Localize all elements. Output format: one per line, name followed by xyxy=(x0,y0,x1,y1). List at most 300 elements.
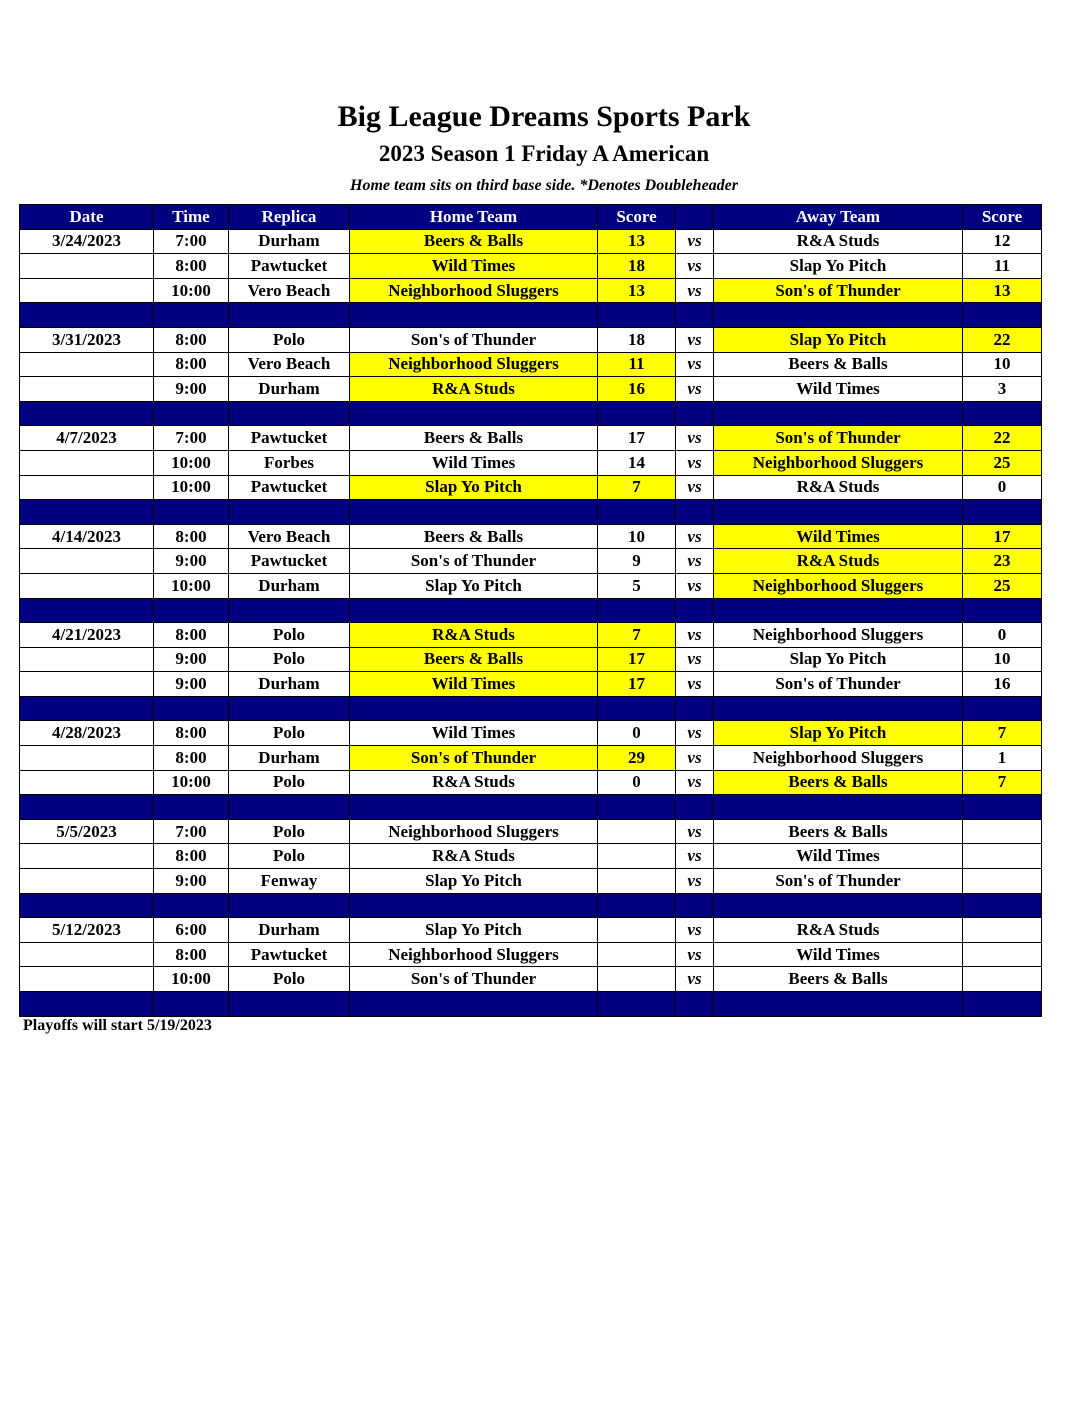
home-team: Neighborhood Sluggers xyxy=(350,819,598,844)
divider-cell xyxy=(714,795,963,820)
home-team: Wild Times xyxy=(350,254,598,279)
col-header-vs xyxy=(676,205,714,230)
divider-cell xyxy=(229,303,350,328)
home-team: Beers & Balls xyxy=(350,229,598,254)
game-replica: Durham xyxy=(229,746,350,771)
divider-cell xyxy=(676,992,714,1017)
col-header-home-team: Home Team xyxy=(350,205,598,230)
divider-cell xyxy=(676,598,714,623)
game-replica: Fenway xyxy=(229,869,350,894)
away-score: 7 xyxy=(963,721,1042,746)
home-score: 17 xyxy=(598,426,676,451)
away-team: Beers & Balls xyxy=(714,819,963,844)
game-replica: Polo xyxy=(229,967,350,992)
divider-cell xyxy=(154,696,229,721)
week-divider-row xyxy=(20,992,1042,1017)
divider-cell xyxy=(350,696,598,721)
game-time: 9:00 xyxy=(154,647,229,672)
divider-cell xyxy=(598,893,676,918)
divider-cell xyxy=(963,303,1042,328)
home-team: Son's of Thunder xyxy=(350,967,598,992)
vs-label: vs xyxy=(676,869,714,894)
game-date xyxy=(20,278,154,303)
divider-cell xyxy=(598,696,676,721)
game-date xyxy=(20,377,154,402)
divider-cell xyxy=(20,598,154,623)
away-team: Beers & Balls xyxy=(714,967,963,992)
home-team: Neighborhood Sluggers xyxy=(350,942,598,967)
divider-cell xyxy=(963,696,1042,721)
divider-cell xyxy=(676,893,714,918)
away-score: 10 xyxy=(963,352,1042,377)
divider-cell xyxy=(714,401,963,426)
home-score xyxy=(598,844,676,869)
game-replica: Pawtucket xyxy=(229,942,350,967)
divider-cell xyxy=(714,303,963,328)
away-team: Wild Times xyxy=(714,844,963,869)
home-team: R&A Studs xyxy=(350,377,598,402)
divider-cell xyxy=(154,401,229,426)
away-team: R&A Studs xyxy=(714,918,963,943)
divider-cell xyxy=(676,401,714,426)
away-team: Neighborhood Sluggers xyxy=(714,573,963,598)
divider-cell xyxy=(714,893,963,918)
game-row xyxy=(20,918,1042,943)
divider-cell xyxy=(229,500,350,525)
game-time: 10:00 xyxy=(154,573,229,598)
game-date: 3/24/2023 xyxy=(20,229,154,254)
game-time: 8:00 xyxy=(154,942,229,967)
vs-label: vs xyxy=(676,623,714,648)
vs-label: vs xyxy=(676,377,714,402)
game-time: 10:00 xyxy=(154,967,229,992)
home-score: 7 xyxy=(598,623,676,648)
page-subtitle: 2023 Season 1 Friday A American xyxy=(378,141,710,166)
away-team: R&A Studs xyxy=(714,549,963,574)
game-date xyxy=(20,844,154,869)
game-row xyxy=(20,573,1042,598)
divider-cell xyxy=(598,401,676,426)
home-score: 0 xyxy=(598,721,676,746)
divider-cell xyxy=(154,500,229,525)
game-row xyxy=(20,721,1042,746)
col-header-away-score: Score xyxy=(963,205,1042,230)
col-header-replica: Replica xyxy=(229,205,350,230)
home-team: R&A Studs xyxy=(350,623,598,648)
divider-cell xyxy=(963,401,1042,426)
home-team: Wild Times xyxy=(350,450,598,475)
game-date xyxy=(20,254,154,279)
home-score xyxy=(598,869,676,894)
vs-label: vs xyxy=(676,844,714,869)
vs-label: vs xyxy=(676,475,714,500)
game-date xyxy=(20,573,154,598)
game-date: 3/31/2023 xyxy=(20,327,154,352)
divider-cell xyxy=(154,598,229,623)
divider-cell xyxy=(963,500,1042,525)
away-score: 16 xyxy=(963,672,1042,697)
game-time: 9:00 xyxy=(154,549,229,574)
game-replica: Vero Beach xyxy=(229,524,350,549)
vs-label: vs xyxy=(676,426,714,451)
game-time: 9:00 xyxy=(154,377,229,402)
away-score: 25 xyxy=(963,573,1042,598)
home-score: 18 xyxy=(598,327,676,352)
divider-cell xyxy=(20,500,154,525)
vs-label: vs xyxy=(676,254,714,279)
divider-cell xyxy=(20,303,154,328)
game-time: 8:00 xyxy=(154,352,229,377)
game-time: 7:00 xyxy=(154,819,229,844)
home-team: Son's of Thunder xyxy=(350,327,598,352)
divider-cell xyxy=(598,598,676,623)
game-row xyxy=(20,819,1042,844)
game-time: 10:00 xyxy=(154,450,229,475)
away-team: Neighborhood Sluggers xyxy=(714,623,963,648)
vs-label: vs xyxy=(676,229,714,254)
away-score: 23 xyxy=(963,549,1042,574)
home-score xyxy=(598,918,676,943)
away-score: 22 xyxy=(963,426,1042,451)
away-team: Neighborhood Sluggers xyxy=(714,450,963,475)
divider-cell xyxy=(714,500,963,525)
divider-cell xyxy=(676,303,714,328)
away-score: 25 xyxy=(963,450,1042,475)
page-title: Big League Dreams Sports Park xyxy=(337,100,751,133)
divider-cell xyxy=(154,893,229,918)
home-team: Slap Yo Pitch xyxy=(350,475,598,500)
divider-cell xyxy=(676,696,714,721)
away-score: 11 xyxy=(963,254,1042,279)
vs-label: vs xyxy=(676,352,714,377)
divider-cell xyxy=(676,795,714,820)
game-replica: Durham xyxy=(229,918,350,943)
divider-cell xyxy=(229,598,350,623)
home-score xyxy=(598,967,676,992)
home-score: 18 xyxy=(598,254,676,279)
divider-cell xyxy=(714,598,963,623)
divider-cell xyxy=(229,401,350,426)
playoffs-note: Playoffs will start 5/19/2023 xyxy=(23,1017,212,1034)
divider-cell xyxy=(350,893,598,918)
game-date: 4/7/2023 xyxy=(20,426,154,451)
divider-cell xyxy=(229,992,350,1017)
home-team: Neighborhood Sluggers xyxy=(350,352,598,377)
away-team: Beers & Balls xyxy=(714,352,963,377)
away-score xyxy=(963,918,1042,943)
home-team: Son's of Thunder xyxy=(350,746,598,771)
away-team: Wild Times xyxy=(714,942,963,967)
game-replica: Durham xyxy=(229,672,350,697)
divider-cell xyxy=(350,795,598,820)
away-score: 10 xyxy=(963,647,1042,672)
game-replica: Polo xyxy=(229,721,350,746)
divider-cell xyxy=(963,598,1042,623)
away-score: 0 xyxy=(963,623,1042,648)
game-row xyxy=(20,942,1042,967)
vs-label: vs xyxy=(676,918,714,943)
away-team: Son's of Thunder xyxy=(714,869,963,894)
divider-cell xyxy=(963,893,1042,918)
week-divider-row xyxy=(20,598,1042,623)
home-team: Slap Yo Pitch xyxy=(350,869,598,894)
home-team: Beers & Balls xyxy=(350,426,598,451)
away-score: 17 xyxy=(963,524,1042,549)
vs-label: vs xyxy=(676,819,714,844)
away-team: Slap Yo Pitch xyxy=(714,327,963,352)
game-row xyxy=(20,844,1042,869)
game-date xyxy=(20,475,154,500)
game-time: 7:00 xyxy=(154,229,229,254)
home-score: 11 xyxy=(598,352,676,377)
week-divider-row xyxy=(20,303,1042,328)
col-header-home-score: Score xyxy=(598,205,676,230)
away-team: Wild Times xyxy=(714,524,963,549)
away-team: Slap Yo Pitch xyxy=(714,254,963,279)
game-row xyxy=(20,352,1042,377)
vs-label: vs xyxy=(676,967,714,992)
game-row xyxy=(20,672,1042,697)
game-row xyxy=(20,623,1042,648)
divider-cell xyxy=(154,795,229,820)
game-time: 10:00 xyxy=(154,278,229,303)
game-date xyxy=(20,352,154,377)
game-date: 4/28/2023 xyxy=(20,721,154,746)
divider-cell xyxy=(598,795,676,820)
away-team: Son's of Thunder xyxy=(714,672,963,697)
game-row xyxy=(20,475,1042,500)
home-team: Son's of Thunder xyxy=(350,549,598,574)
away-team: R&A Studs xyxy=(714,229,963,254)
vs-label: vs xyxy=(676,746,714,771)
divider-cell xyxy=(963,795,1042,820)
divider-cell xyxy=(229,696,350,721)
home-team: R&A Studs xyxy=(350,770,598,795)
game-replica: Vero Beach xyxy=(229,278,350,303)
game-replica: Durham xyxy=(229,573,350,598)
col-header-away-team: Away Team xyxy=(714,205,963,230)
game-row xyxy=(20,229,1042,254)
game-replica: Durham xyxy=(229,229,350,254)
divider-cell xyxy=(714,696,963,721)
home-score: 16 xyxy=(598,377,676,402)
away-team: Slap Yo Pitch xyxy=(714,721,963,746)
away-score xyxy=(963,844,1042,869)
away-team: Son's of Thunder xyxy=(714,426,963,451)
away-team: Wild Times xyxy=(714,377,963,402)
home-score: 7 xyxy=(598,475,676,500)
home-score: 14 xyxy=(598,450,676,475)
col-header-date: Date xyxy=(20,205,154,230)
vs-label: vs xyxy=(676,942,714,967)
home-score xyxy=(598,942,676,967)
game-replica: Pawtucket xyxy=(229,549,350,574)
game-date xyxy=(20,549,154,574)
home-score: 17 xyxy=(598,647,676,672)
away-score xyxy=(963,967,1042,992)
game-replica: Durham xyxy=(229,377,350,402)
home-score: 29 xyxy=(598,746,676,771)
away-score: 1 xyxy=(963,746,1042,771)
divider-cell xyxy=(598,500,676,525)
week-divider-row xyxy=(20,795,1042,820)
divider-cell xyxy=(676,500,714,525)
vs-label: vs xyxy=(676,647,714,672)
vs-label: vs xyxy=(676,278,714,303)
game-date: 4/14/2023 xyxy=(20,524,154,549)
schedule-note: Home team sits on third base side. *Denotes Doubleheader xyxy=(350,177,738,194)
game-replica: Pawtucket xyxy=(229,426,350,451)
game-replica: Polo xyxy=(229,327,350,352)
game-row xyxy=(20,549,1042,574)
divider-cell xyxy=(350,401,598,426)
game-date xyxy=(20,770,154,795)
away-score: 0 xyxy=(963,475,1042,500)
game-row xyxy=(20,524,1042,549)
game-date xyxy=(20,647,154,672)
home-score: 0 xyxy=(598,770,676,795)
home-team: Slap Yo Pitch xyxy=(350,918,598,943)
away-team: Slap Yo Pitch xyxy=(714,647,963,672)
game-replica: Vero Beach xyxy=(229,352,350,377)
game-date: 5/12/2023 xyxy=(20,918,154,943)
game-time: 10:00 xyxy=(154,475,229,500)
divider-cell xyxy=(598,303,676,328)
game-row xyxy=(20,746,1042,771)
divider-cell xyxy=(350,303,598,328)
away-score: 3 xyxy=(963,377,1042,402)
vs-label: vs xyxy=(676,524,714,549)
vs-label: vs xyxy=(676,327,714,352)
divider-cell xyxy=(20,893,154,918)
divider-cell xyxy=(20,795,154,820)
away-score: 7 xyxy=(963,770,1042,795)
home-team: Neighborhood Sluggers xyxy=(350,278,598,303)
divider-cell xyxy=(229,893,350,918)
divider-cell xyxy=(154,303,229,328)
game-date xyxy=(20,869,154,894)
home-team: Wild Times xyxy=(350,672,598,697)
game-date xyxy=(20,672,154,697)
home-score: 13 xyxy=(598,229,676,254)
vs-label: vs xyxy=(676,549,714,574)
divider-cell xyxy=(350,992,598,1017)
game-replica: Polo xyxy=(229,770,350,795)
game-row xyxy=(20,426,1042,451)
game-time: 10:00 xyxy=(154,770,229,795)
home-team: R&A Studs xyxy=(350,844,598,869)
game-time: 8:00 xyxy=(154,721,229,746)
game-time: 8:00 xyxy=(154,746,229,771)
home-score: 5 xyxy=(598,573,676,598)
game-date: 4/21/2023 xyxy=(20,623,154,648)
home-score: 13 xyxy=(598,278,676,303)
away-team: Son's of Thunder xyxy=(714,278,963,303)
away-score xyxy=(963,942,1042,967)
game-replica: Polo xyxy=(229,647,350,672)
game-row xyxy=(20,647,1042,672)
game-time: 9:00 xyxy=(154,869,229,894)
game-date: 5/5/2023 xyxy=(20,819,154,844)
game-time: 8:00 xyxy=(154,623,229,648)
away-score: 12 xyxy=(963,229,1042,254)
home-team: Slap Yo Pitch xyxy=(350,573,598,598)
game-date xyxy=(20,746,154,771)
game-replica: Pawtucket xyxy=(229,475,350,500)
home-team: Beers & Balls xyxy=(350,524,598,549)
vs-label: vs xyxy=(676,672,714,697)
header-row xyxy=(20,205,1042,230)
game-replica: Polo xyxy=(229,844,350,869)
divider-cell xyxy=(20,992,154,1017)
game-replica: Pawtucket xyxy=(229,254,350,279)
week-divider-row xyxy=(20,696,1042,721)
away-team: Beers & Balls xyxy=(714,770,963,795)
divider-cell xyxy=(598,992,676,1017)
away-team: R&A Studs xyxy=(714,475,963,500)
away-score xyxy=(963,819,1042,844)
schedule-body xyxy=(20,229,1042,1016)
vs-label: vs xyxy=(676,573,714,598)
game-row xyxy=(20,450,1042,475)
vs-label: vs xyxy=(676,770,714,795)
week-divider-row xyxy=(20,401,1042,426)
away-score: 22 xyxy=(963,327,1042,352)
vs-label: vs xyxy=(676,450,714,475)
game-time: 8:00 xyxy=(154,327,229,352)
game-date xyxy=(20,450,154,475)
divider-cell xyxy=(963,992,1042,1017)
game-time: 7:00 xyxy=(154,426,229,451)
divider-cell xyxy=(714,992,963,1017)
game-date xyxy=(20,942,154,967)
col-header-time: Time xyxy=(154,205,229,230)
home-team: Beers & Balls xyxy=(350,647,598,672)
divider-cell xyxy=(229,795,350,820)
home-team: Wild Times xyxy=(350,721,598,746)
game-time: 8:00 xyxy=(154,254,229,279)
game-replica: Forbes xyxy=(229,450,350,475)
vs-label: vs xyxy=(676,721,714,746)
game-row xyxy=(20,254,1042,279)
game-replica: Polo xyxy=(229,623,350,648)
game-time: 9:00 xyxy=(154,672,229,697)
game-row xyxy=(20,967,1042,992)
game-time: 8:00 xyxy=(154,844,229,869)
divider-cell xyxy=(154,992,229,1017)
game-date xyxy=(20,967,154,992)
home-score xyxy=(598,819,676,844)
game-row xyxy=(20,327,1042,352)
game-time: 6:00 xyxy=(154,918,229,943)
away-team: Neighborhood Sluggers xyxy=(714,746,963,771)
game-row xyxy=(20,278,1042,303)
game-replica: Polo xyxy=(229,819,350,844)
game-row xyxy=(20,377,1042,402)
home-score: 9 xyxy=(598,549,676,574)
home-score: 10 xyxy=(598,524,676,549)
away-score: 13 xyxy=(963,278,1042,303)
divider-cell xyxy=(20,696,154,721)
divider-cell xyxy=(350,598,598,623)
week-divider-row xyxy=(20,500,1042,525)
divider-cell xyxy=(20,401,154,426)
week-divider-row xyxy=(20,893,1042,918)
home-score: 17 xyxy=(598,672,676,697)
away-score xyxy=(963,869,1042,894)
game-row xyxy=(20,770,1042,795)
game-time: 8:00 xyxy=(154,524,229,549)
